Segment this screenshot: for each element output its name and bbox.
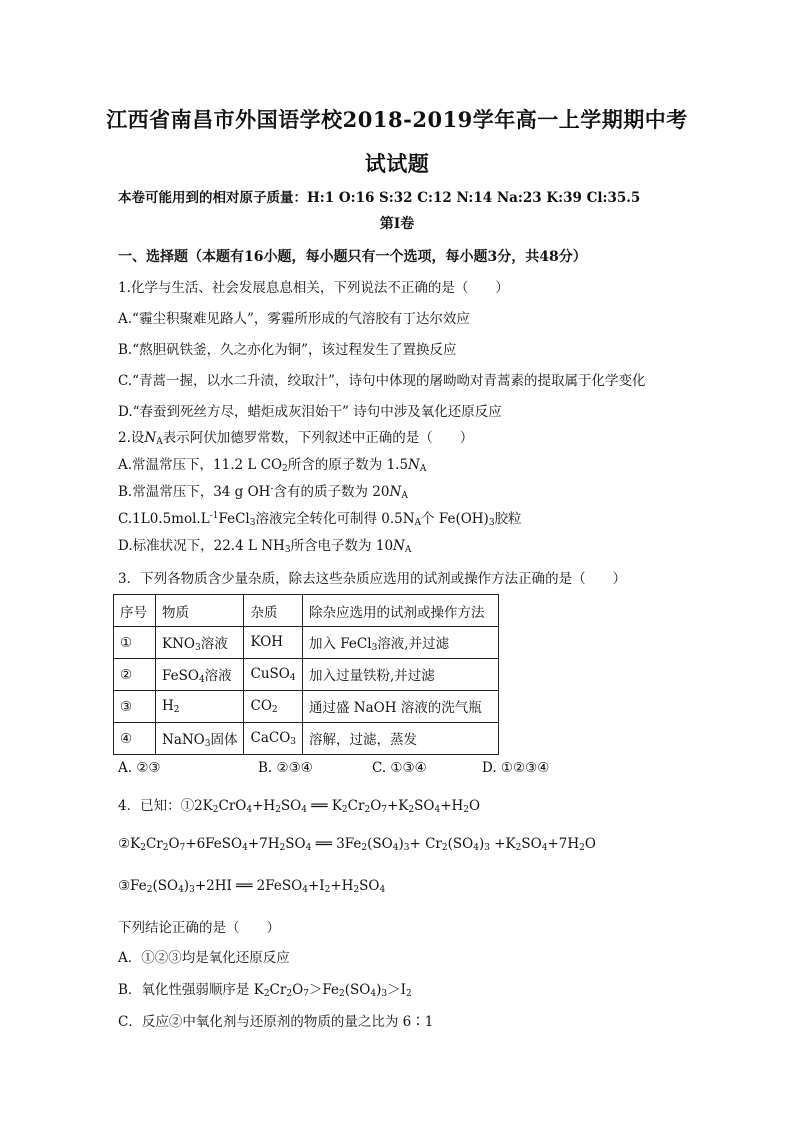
row-method: 溶解，过滤，蒸发	[303, 723, 499, 755]
row-number: ④	[114, 723, 156, 755]
q3-table	[113, 594, 499, 755]
row-impurity: KOH	[244, 627, 303, 659]
table-row	[114, 691, 499, 723]
row-method: 加入过量铁粉,并过滤	[303, 659, 499, 691]
q4-option-b: B．氧化性强弱顺序是 $K_2Cr_2O_7>Fe_2(SO_4)_3>I_2$	[118, 982, 412, 999]
q3-option-d: D. ①②③④	[482, 760, 550, 776]
row-number: ②	[114, 659, 156, 691]
row-impurity: CaCO$_3$	[244, 723, 303, 755]
table-header: 序号	[114, 595, 156, 627]
q4-reaction-2: $②K_2Cr_2O_7+6FeSO_4+7H_2SO_4$ ══ $3Fe_2(SO_4)_3+ Cr_2(SO_4)_3 +K_2SO_4+7H_2O$	[118, 836, 596, 853]
row-substance: FeSO$_4$溶液	[156, 659, 244, 691]
q3-stem: 3．下列各物质含少量杂质，除去这些杂质应选用的试剂或操作方法正确的是（ ）	[118, 571, 627, 587]
q2-option-c: $C.1L0.5mol.L^{-1}FeCl_3$溶液完全转化可制得 $0.5N_A$个 $Fe(OH)_3$胶粒	[118, 511, 522, 528]
table-row	[114, 659, 499, 691]
section-heading: 一、选择题（本题有16小题，每小题只有一个选项，每小题3分，共48分）	[118, 249, 587, 265]
row-number: ①	[114, 627, 156, 659]
exam-title: 江西省南昌市外国语学校2018-2019学年高一上学期期中考	[106, 107, 688, 132]
table-row	[114, 723, 499, 755]
row-substance: NaNO$_3$固体	[156, 723, 244, 755]
q2-option-d: D.标准状况下，22.4 L $NH_3$所含电子数为 $10N_A$	[118, 538, 412, 555]
q1-option-b: B.“熬胆矾铁釜，久之亦化为铜”，该过程发生了置换反应	[118, 342, 457, 358]
q2-option-b: B.常温常压下，34 g OH-含有的质子数为 $20N_A$	[118, 484, 408, 501]
q4-question: 下列结论正确的是（ ）	[118, 920, 280, 936]
row-method: 加入 FeCl$_3$溶液,并过滤	[303, 627, 499, 659]
row-substance: $KNO_3$溶液	[156, 627, 244, 659]
row-number: ③	[114, 691, 156, 723]
table-header: 除杂应选用的试剂或操作方法	[303, 595, 499, 627]
q3-option-c: C. ①③④	[372, 760, 427, 776]
table-row	[114, 627, 499, 659]
row-substance: $H_2$	[156, 691, 244, 723]
q4-reaction-1: 4．已知：$①2K_2CrO_4+H_2SO_4$ ══ $K_2Cr_2O_7+K_2SO_4+H_2O$	[118, 798, 481, 815]
q2-stem: 2.设$N_A$表示阿伏加德罗常数，下列叙述中正确的是（ ）	[118, 430, 474, 447]
q1-option-a: A.“霾尘积聚难见路人”，雾霾所形成的气溶胶有丁达尔效应	[118, 311, 470, 327]
q4-reaction-3: $③Fe_2(SO_4)_3+2HI$ ══ $2FeSO_4+I_2+H_2SO_4$	[118, 878, 386, 895]
volume-heading: 第Ⅰ卷	[379, 216, 415, 232]
q4-option-a: A．①②③均是氧化还原反应	[118, 950, 290, 966]
table-header: 物质	[156, 595, 244, 627]
table-header-row	[114, 595, 499, 627]
atomic-masses: 本卷可能用到的相对原子质量：H:1 O:16 S:32 C:12 N:14 Na:23 K:39 Cl:35.5	[118, 190, 641, 206]
q3-option-b: B. ②③④	[258, 760, 313, 776]
q4-option-c: C．反应②中氧化剂与还原剂的物质的量之比为 6∶1	[118, 1014, 434, 1030]
table-header: 杂质	[244, 595, 303, 627]
q1-option-c: C.“青蒿一握，以水二升渍，绞取汁”，诗句中体现的屠呦呦对青蒿素的提取属于化学变化	[118, 373, 646, 389]
q1-stem: 1.化学与生活、社会发展息息相关，下列说法不正确的是（ ）	[118, 280, 509, 296]
exam-title-continued: 试试题	[364, 151, 430, 176]
row-impurity: CuSO$_4$	[244, 659, 303, 691]
q2-option-a: A.常温常压下，11.2 L $CO_2$所含的原子数为 $1.5N_A$	[118, 457, 427, 474]
q3-option-a: A. ②③	[118, 760, 161, 776]
row-method: 通过盛 NaOH 溶液的洗气瓶	[303, 691, 499, 723]
q1-option-d: D.“春蚕到死丝方尽，蜡炬成灰泪始干” 诗句中涉及氧化还原反应	[118, 404, 502, 420]
row-impurity: $CO_2$	[244, 691, 303, 723]
